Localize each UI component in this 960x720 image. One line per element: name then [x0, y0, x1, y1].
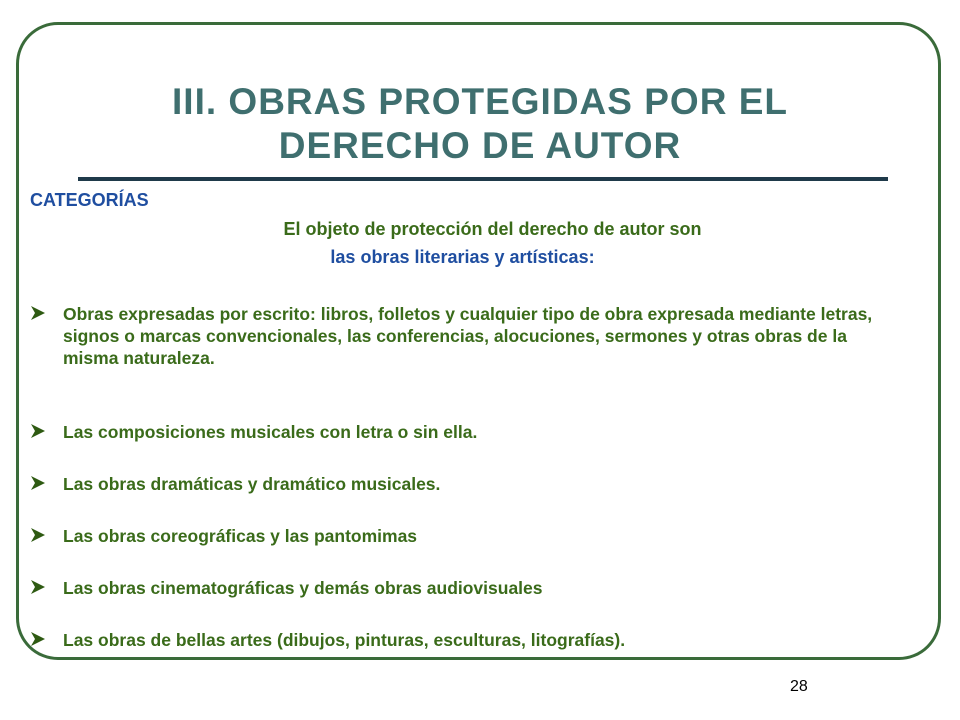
- arrowhead-bullet-icon: [30, 579, 46, 595]
- list-item-text: Las obras de bellas artes (dibujos, pinturas, esculturas, litografías).: [63, 630, 626, 650]
- list-item: [30, 577, 890, 629]
- works-list: [30, 303, 890, 651]
- list-item-text: Las composiciones musicales con letra o sin ella.: [63, 422, 478, 442]
- arrowhead-bullet-icon: [30, 475, 46, 491]
- arrowhead-bullet-icon: [30, 631, 46, 647]
- category-heading: CATEGORÍAS: [30, 190, 149, 210]
- title-underline: [78, 177, 888, 181]
- intro-line-2: [0, 247, 925, 268]
- intro-line-1: El objeto de protección del derecho de autor son: [283, 219, 702, 239]
- intro-colon: :: [588, 247, 595, 267]
- list-item-text: Las obras cinematográficas y demás obras audiovisuales: [63, 578, 543, 598]
- list-item: [30, 525, 890, 577]
- list-item: [30, 473, 890, 525]
- list-item: [30, 421, 890, 473]
- list-item-text: Obras expresadas por escrito: libros, folletos y cualquier tipo de obra expresada mediante letras, signos o marcas convencionales, las conferencias, alocuciones, sermones y otras obras de la misma naturaleza.: [63, 304, 873, 368]
- list-item: [30, 629, 890, 651]
- list-item-text: Las obras dramáticas y dramático musicales.: [63, 474, 441, 494]
- arrowhead-bullet-icon: [30, 305, 46, 321]
- slide-title: III. OBRAS PROTEGIDAS POR EL DERECHO DE AUTOR: [172, 81, 788, 166]
- arrowhead-bullet-icon: [30, 527, 46, 543]
- list-item-text: Las obras coreográficas y las pantomimas: [63, 526, 418, 546]
- intro-highlight: las obras literarias y artísticas: [330, 247, 589, 267]
- list-item: [30, 303, 890, 421]
- page-number: 28: [790, 678, 808, 695]
- arrowhead-bullet-icon: [30, 423, 46, 439]
